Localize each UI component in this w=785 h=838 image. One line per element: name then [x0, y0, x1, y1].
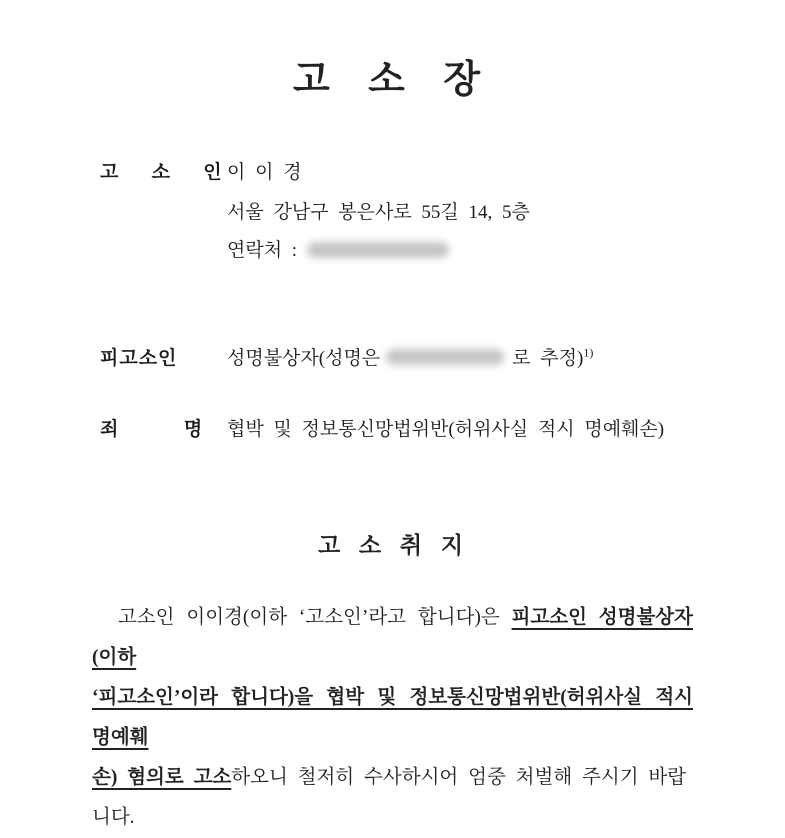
body-line-1 [92, 598, 693, 678]
document-title: 고 소 장 [292, 59, 493, 101]
complainant-contact-row [227, 235, 449, 262]
accused-value-prefix: 성명불상자(성명은 [227, 348, 381, 369]
redacted-accused-name [386, 349, 504, 365]
complaint-body-paragraph [92, 598, 693, 838]
complainant-name: 이 이 경 [227, 162, 302, 183]
body-line-3-bold-underlined: 손) 혐의로 고소 [92, 767, 232, 788]
footnote-marker: 1) [583, 345, 594, 360]
section-title-purpose: 고 소 취 지 [317, 533, 468, 558]
accused-value-suffix: 로 추정) [512, 348, 584, 369]
complainant-row [100, 157, 302, 184]
charge-label: 죄 명 [100, 419, 204, 440]
body-line-3-regular: 하오니 철저히 수사하시어 엄중 처벌해 주시기 바랍니다. [92, 767, 687, 828]
redacted-contact-value [307, 242, 449, 258]
complainant-label: 고 소 인 [100, 162, 223, 183]
charge-value: 협박 및 정보통신망법위반(허위사실 적시 명예훼손) [227, 419, 665, 440]
charge-row [100, 414, 664, 441]
body-line-2 [92, 678, 693, 758]
body-line-1-regular: 고소인 이이경(이하 ‘고소인’라고 합니다)은 [118, 607, 512, 628]
body-line-3 [92, 758, 693, 838]
body-line-1-bold-underlined: 피고소인 성명불상자(이하 [92, 607, 693, 668]
body-line-2-bold-underlined: ‘피고소인’이라 합니다)을 협박 및 정보통신망법위반(허위사실 적시 명예훼 [92, 687, 693, 748]
complainant-address: 서울 강남구 봉은사로 55길 14, 5층 [227, 202, 530, 223]
contact-label: 연락처 : [227, 240, 298, 261]
accused-label: 피고소인 [100, 348, 178, 369]
accused-row [100, 343, 593, 370]
